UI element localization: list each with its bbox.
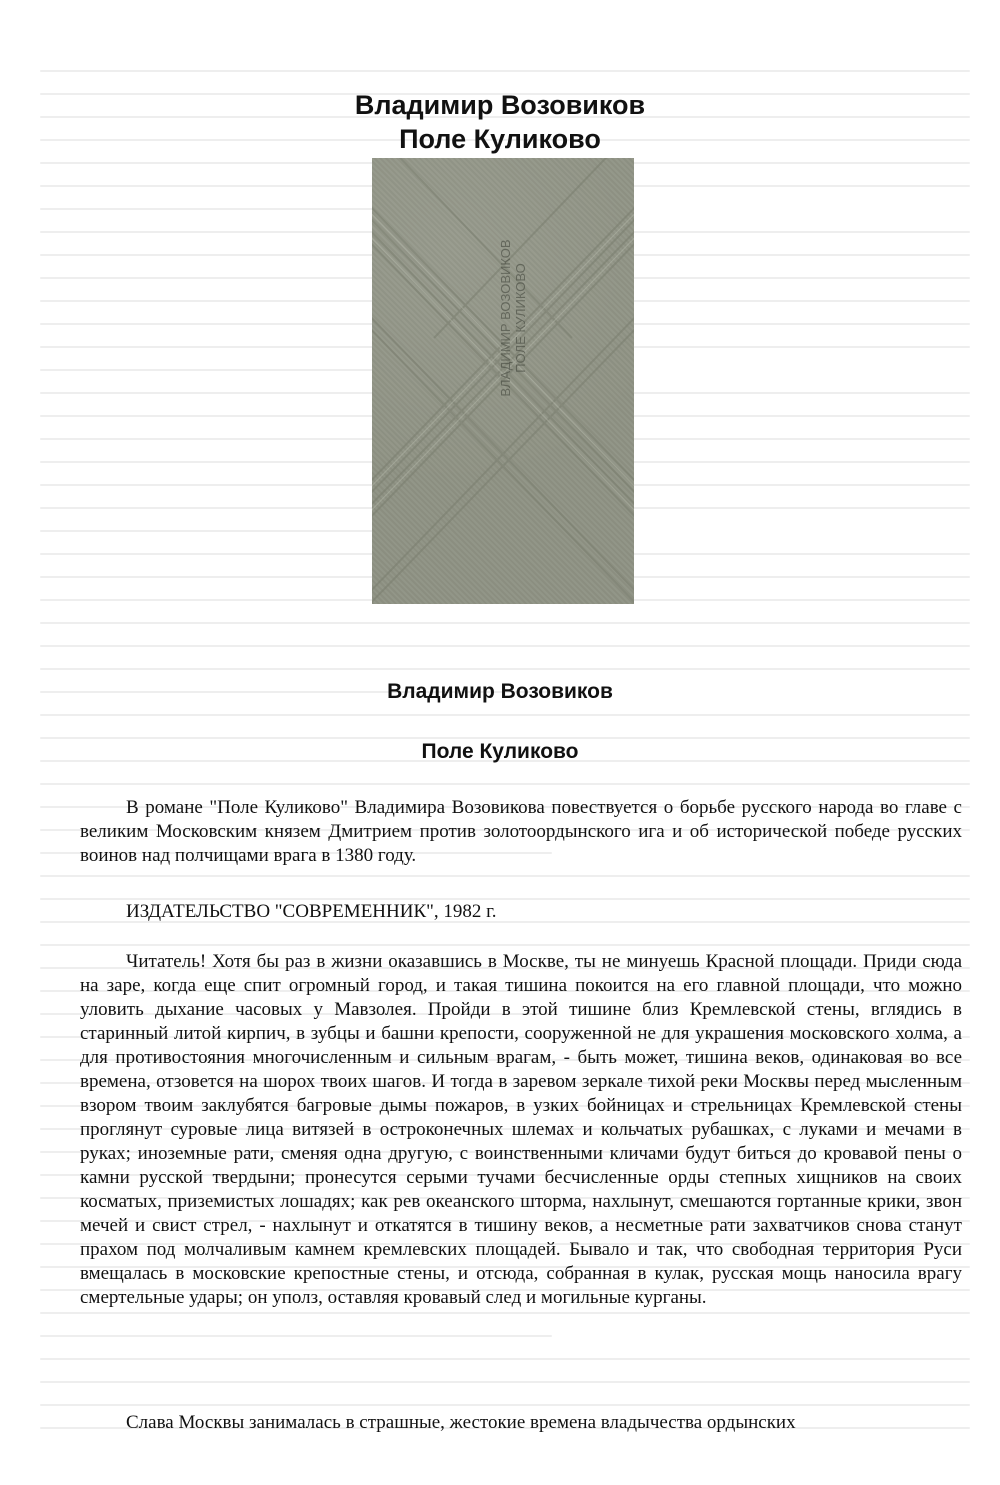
cover-spine-text: [498, 238, 528, 398]
bleed-through-line: [40, 944, 970, 946]
book-author: Владимир Возовиков: [387, 680, 613, 703]
bleed-through-line: [40, 1404, 970, 1406]
bleed-through-line: [40, 645, 970, 647]
excerpt-paragraph-1: Читатель! Хотя бы раз в жизни оказавшись в Москве, ты не минуешь Красной площади. Приди сюда на заре, когда еще спит огромный город, и такая тишина покоится на его главной площади, что можно уловить дыхание часовых у Мавзолея. Пройди в этой тишине близ Кремлевской стены, вглядись в старинный литой кирпич, в зубцы и башни крепости, сооруженной не для украшения московского холма, а для противостояния многочисленным и сильным врагам, - быть может, тишина веков, одинаковая во все времена, отзовется на шорох твоих шагов. И тогда в заревом зеркале тихой реки Москвы перед мысленным взором твоим заклубятся багровые дымы пожаров, в узких бойницах и стрельницах Кремлевской стены проглянут суровые лица витязей в остроконечных шлемах и кольчатых рубашках, с луками и мечами в руках; иноземные рати, сменяя одна другую, с воинственными кличами будут биться до кровавой пены о камни русской твердыни; пронесутся серыми тучами бесчисленные орды степных хищников на своих косматых, приземистых лошадях; как рев океанского шторма, нахлынут, смешаются гортанные крики, звон мечей и свист стрел, - нахлынут и откатятся в тишину веков, а несметные рати захватчиков снова станут прахом под молчаливым камнем кремлевских площадей. Бывало и так, что свободная территория Руси вмещалась в московские крепостные стены, и отсюда, собранная в кулак, русская мощь наносила врагу смертельные удары; он уполз, оставляя кровавый след и могильные курганы.: [80, 951, 962, 1308]
bleed-through-line: [40, 1312, 970, 1314]
cover-spine-author: ВЛАДИМИР ВОЗОВИКОВ: [498, 239, 513, 397]
bleed-through-line: [40, 668, 970, 670]
bleed-through-line: [40, 1381, 970, 1383]
bleed-through-line: [40, 622, 970, 624]
bleed-through-line: [40, 1335, 552, 1337]
excerpt-paragraph-2: Слава Москвы занималась в страшные, жестокие времена владычества ордынских: [126, 1412, 796, 1433]
header-author: Владимир Возовиков: [354, 90, 646, 120]
bleed-through-line: [40, 714, 970, 716]
bleed-through-line: [40, 875, 970, 877]
bleed-through-line: [40, 70, 970, 72]
cover-spine-title: ПОЛЕ КУЛИКОВО: [513, 263, 528, 373]
publisher-line: ИЗДАТЕЛЬСТВО "СОВРЕМЕННИК", 1982 г.: [126, 901, 497, 922]
header-title: Поле Куликово: [399, 124, 601, 154]
page-header: [0, 88, 1000, 156]
book-cover-image: [372, 158, 634, 604]
bleed-through-line: [40, 783, 970, 785]
bleed-through-line: [40, 1358, 970, 1360]
book-description: В романе "Поле Куликово" Владимира Возовикова повествуется о борьбе русского народа во главе с великим Московским князем Дмитрием против золотоордынского ига и об исторической победе русских воинов над полчищами врага в 1380 году.: [80, 797, 962, 866]
book-title: Поле Куликово: [421, 740, 579, 763]
